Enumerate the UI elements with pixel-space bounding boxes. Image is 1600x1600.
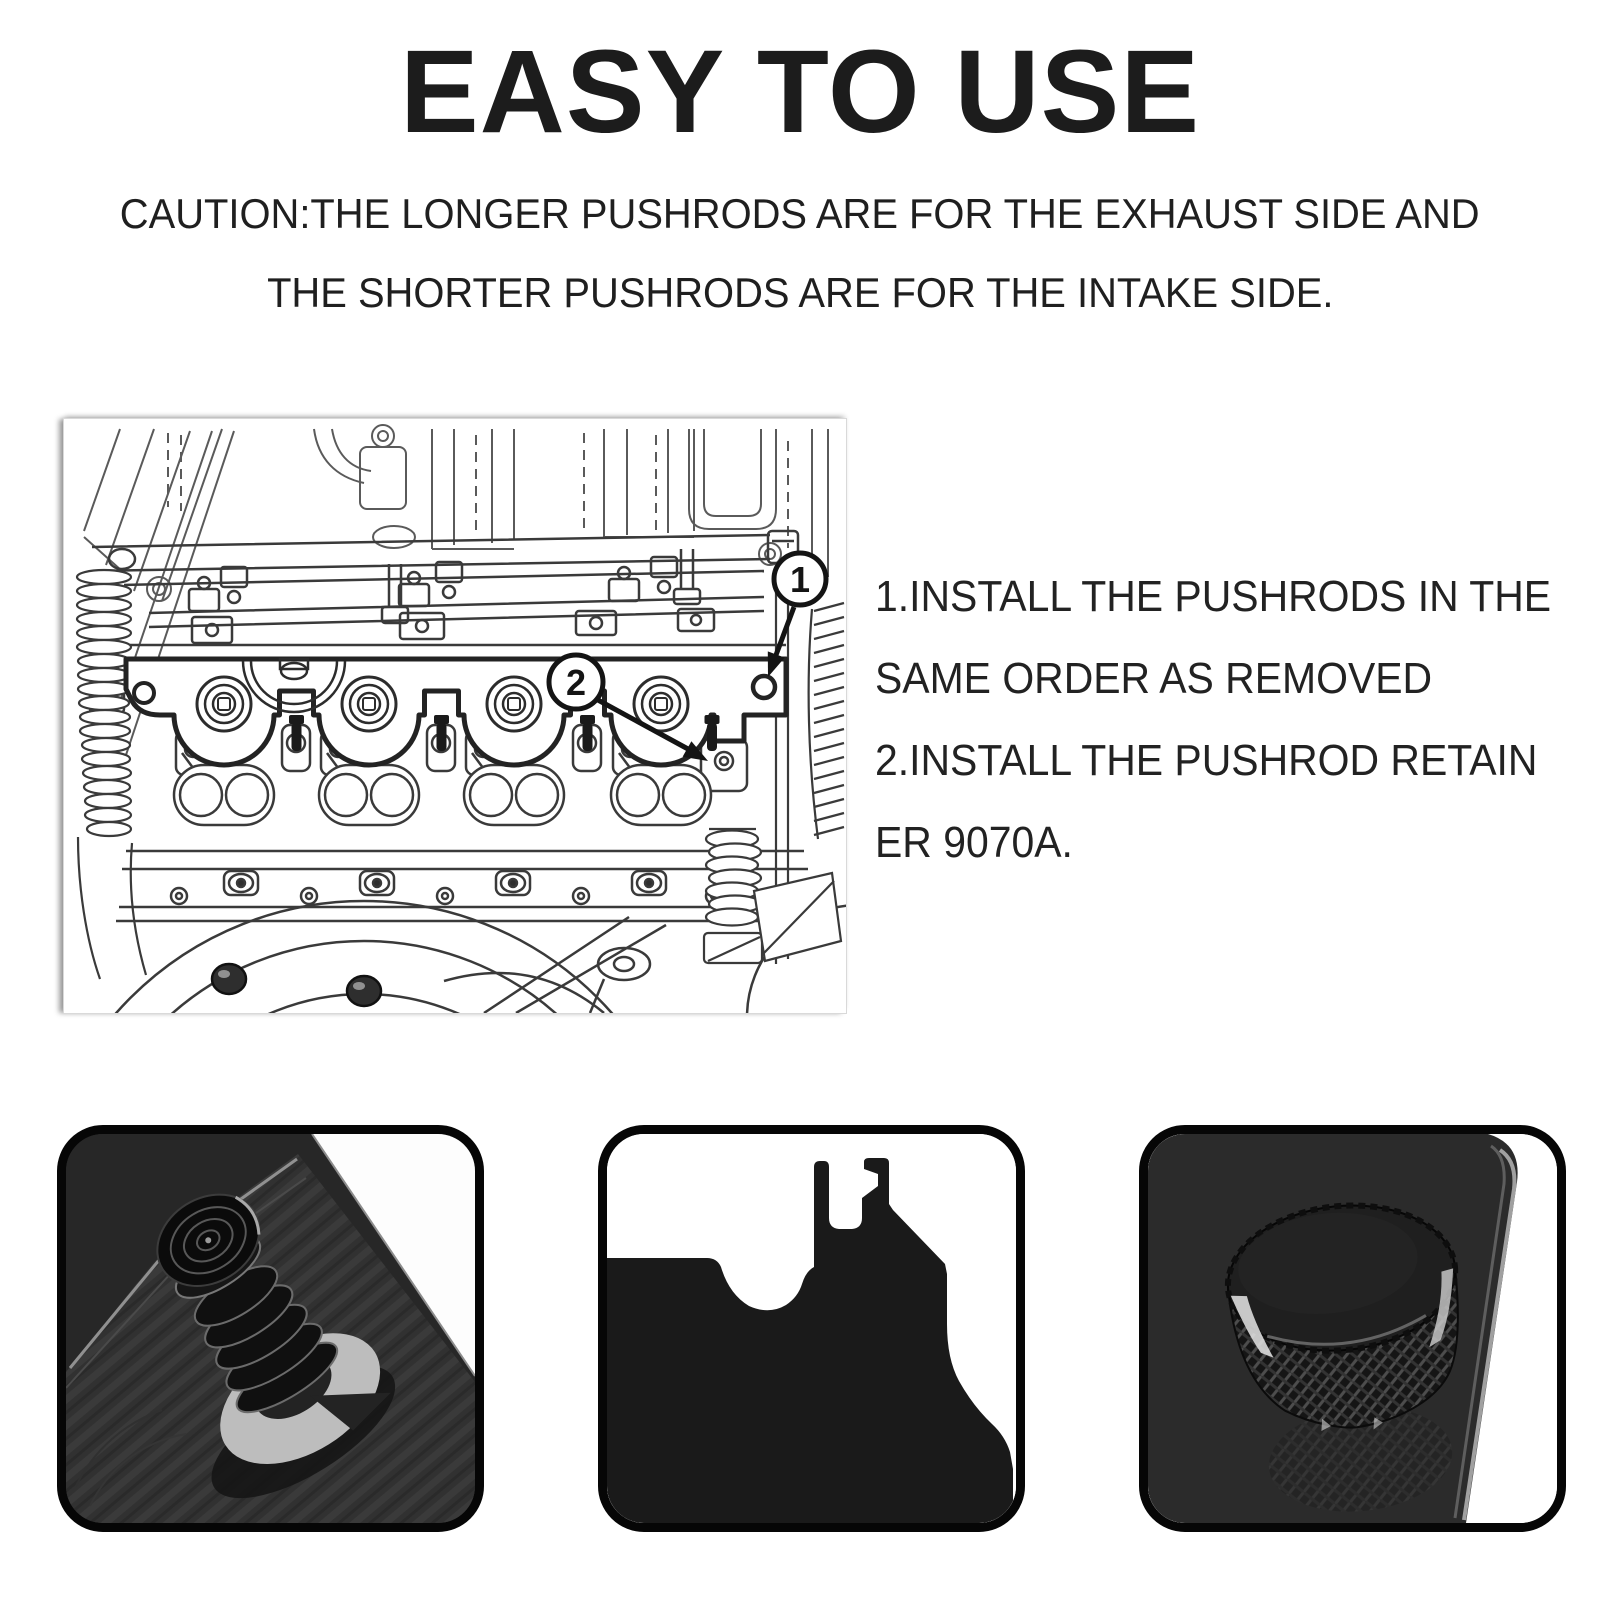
flywheel-bolts: [212, 964, 381, 1006]
instruction-line: 2.INSTALL THE PUSHROD RETAIN: [875, 736, 1538, 785]
caution-text-line-1: CAUTION:THE LONGER PUSHRODS ARE FOR THE EXHAUST SIDE AND: [120, 190, 1480, 237]
instruction-line: ER 9070A.: [875, 818, 1073, 867]
stud-and-washer-image: [66, 1134, 475, 1523]
retainer-hole-callout-1-target: [753, 676, 775, 698]
photo-stud-and-washer: [57, 1125, 484, 1532]
knurled-knob-image: [1148, 1134, 1557, 1523]
callout-2-number: 2: [565, 662, 587, 703]
page-title: EASY TO USE: [399, 26, 1201, 158]
engine-diagram-figure: [63, 418, 847, 1014]
instruction-text-block: [875, 556, 1600, 884]
plate-silhouette-image: [607, 1134, 1016, 1523]
callout-1-number: 1: [789, 559, 811, 600]
photo-plate-silhouette: [598, 1125, 1025, 1532]
photo-knurled-knob: [1139, 1125, 1566, 1532]
instruction-line: SAME ORDER AS REMOVED: [875, 654, 1433, 703]
corrugated-hose: [77, 570, 146, 979]
caution-text-line-2: THE SHORTER PUSHRODS ARE FOR THE INTAKE SIDE.: [266, 269, 1334, 316]
instruction-line: 1.INSTALL THE PUSHRODS IN THE: [875, 572, 1552, 621]
engine-line-art: [64, 419, 846, 1013]
